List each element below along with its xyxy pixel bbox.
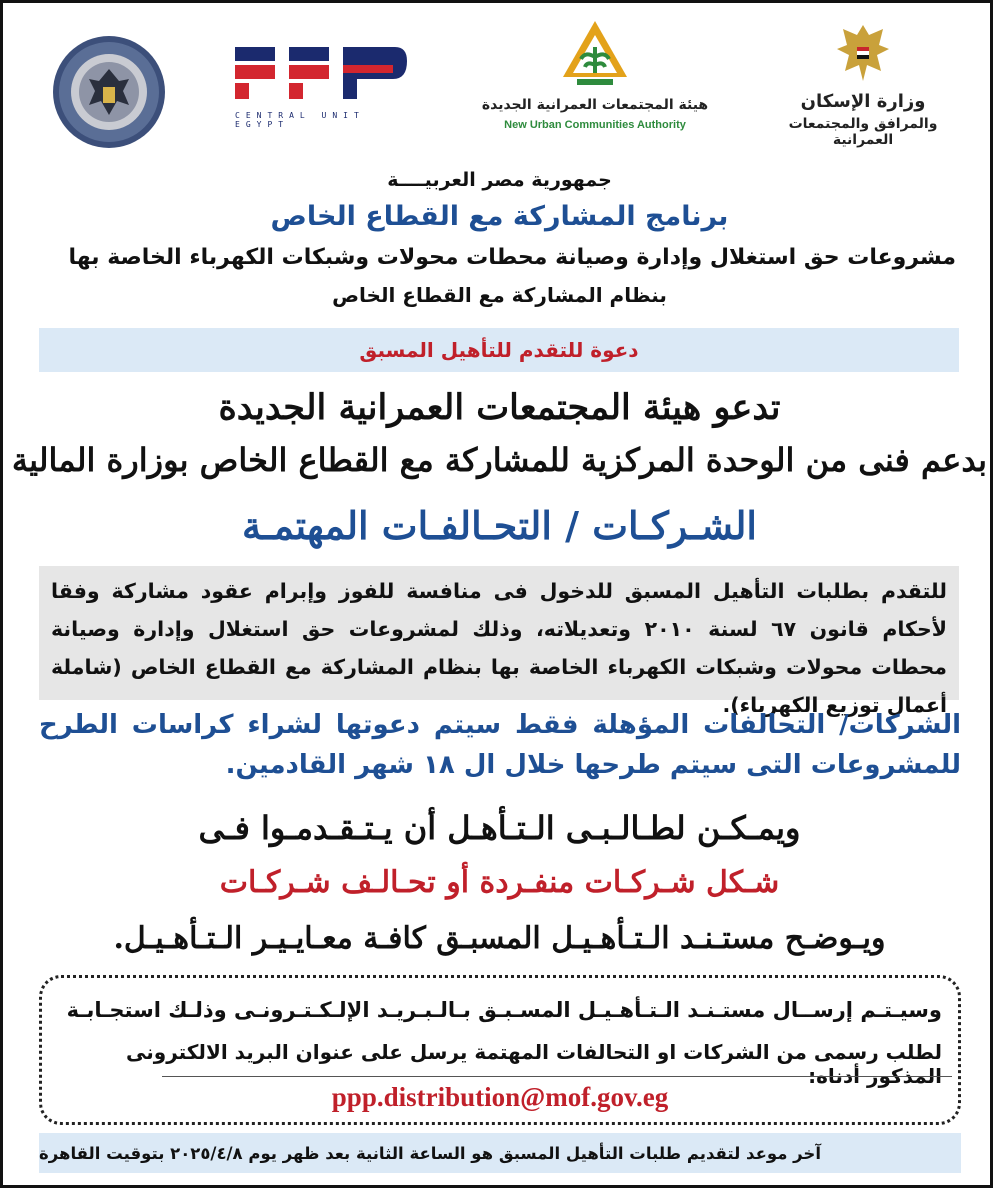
announcement-line2: بدعم فنى من الوحدة المركزية للمشاركة مع القطاع الخاص بوزارة المالية <box>11 441 988 479</box>
ministry-of-finance-logo <box>41 33 177 151</box>
contact-line2: لطلب رسمى من الشركات او التحالفات المهتمة يرسل على عنوان البريد الالكترونى المذكور أدناه: <box>126 1040 942 1088</box>
ministry-housing-line2: والمرافق والمجتمعات العمرانية <box>788 116 938 148</box>
projects-subtitle-2: بنظام المشاركة مع القطاع الخاص <box>332 283 667 307</box>
contact-line1: وسيـتـم إرســال مستـنـد الـتـأهـيـل المسـبـق بـالـبـريـد الإلـكـتـرونـى وذلـك استجـابـة <box>66 998 942 1022</box>
ppp-line2: EGYPT <box>235 120 290 129</box>
nuca-logo <box>479 17 711 157</box>
contact-box <box>39 975 961 1125</box>
contact-email-link[interactable]: ppp.distribution@mof.gov.eg <box>331 1082 669 1112</box>
nuca-arabic-name: هيئة المجتمعات العمرانية الجديدة <box>481 97 709 113</box>
nuca-emblem-icon <box>559 17 631 91</box>
ministry-housing-logo <box>763 21 963 151</box>
contact-underline <box>162 1076 952 1077</box>
criteria-line: ويـوضـح مستـنـد الـتـأهـيـل المسبـق كافـة معـايـيـر الـتـأهـيـل. <box>113 921 886 956</box>
applicants-line: ويمـكـن لطـالـبـى الـتـأهـل أن يـتـقـدمـوا فـى <box>198 809 801 847</box>
deadline-text: آخر موعد لتقديم طلبات التأهيل المسبق هو الساعة الثانية بعد ظهر يوم ٢٠٢٥/٤/٨ بتوقيت القاهرة <box>39 1143 821 1163</box>
deadline-banner <box>39 1133 961 1173</box>
announcement-line1: تدعو هيئة المجتمعات العمرانية الجديدة <box>218 387 781 428</box>
invitation-text: دعوة للتقدم للتأهيل المسبق <box>359 338 639 362</box>
ppp-central-unit-logo <box>235 43 407 129</box>
qualified-companies-paragraph: الشركات/ التحالفات المؤهلة فقط سيتم دعوتها لشراء كراسات الطرح للمشروعات التى سيتم طرحها خلال ال ١٨ شهر القادمين. <box>39 710 961 780</box>
ministry-housing-line1: وزارة الإسكان <box>800 91 926 112</box>
invitation-banner <box>39 328 959 372</box>
ministry-of-finance-seal-icon <box>41 33 177 151</box>
egypt-eagle-emblem-icon <box>833 21 893 87</box>
projects-subtitle: مشروعات حق استغلال وإدارة وصيانة محطات محولات وشبكات الكهرباء الخاصة بها <box>68 245 956 270</box>
interested-companies-heading: الشـركـات / التحـالفـات المهتمـة <box>242 503 757 548</box>
prequalification-paragraph: للتقدم بطلبات التأهيل المسبق للدخول فى منافسة للفوز وإبرام عقود مشاركة وفقا لأحكام قانون ٦٧ لسنة ٢٠١٠ وتعديلاته، وذلك لمشروعات حق استغلال وإدارة وصيانة محطات محولات وشبكات الكهرباء الخاصة بها بنظام المشاركة مع القطاع الخاص (شاملة أعمال توزيع الكهرباء). <box>39 566 959 700</box>
program-title: برنامج المشاركة مع القطاع الخاص <box>270 201 729 232</box>
nuca-english-name: New Urban Communities Authority <box>504 119 686 131</box>
consortium-line: شـكل شـركـات منفـردة أو تحـالـف شـركـات <box>219 865 780 900</box>
republic-heading: جمهورية مصر العربيــــة <box>387 169 612 191</box>
ppp-logo-icon <box>235 43 407 107</box>
ppp-line1: CENTRAL UNIT <box>235 111 365 120</box>
